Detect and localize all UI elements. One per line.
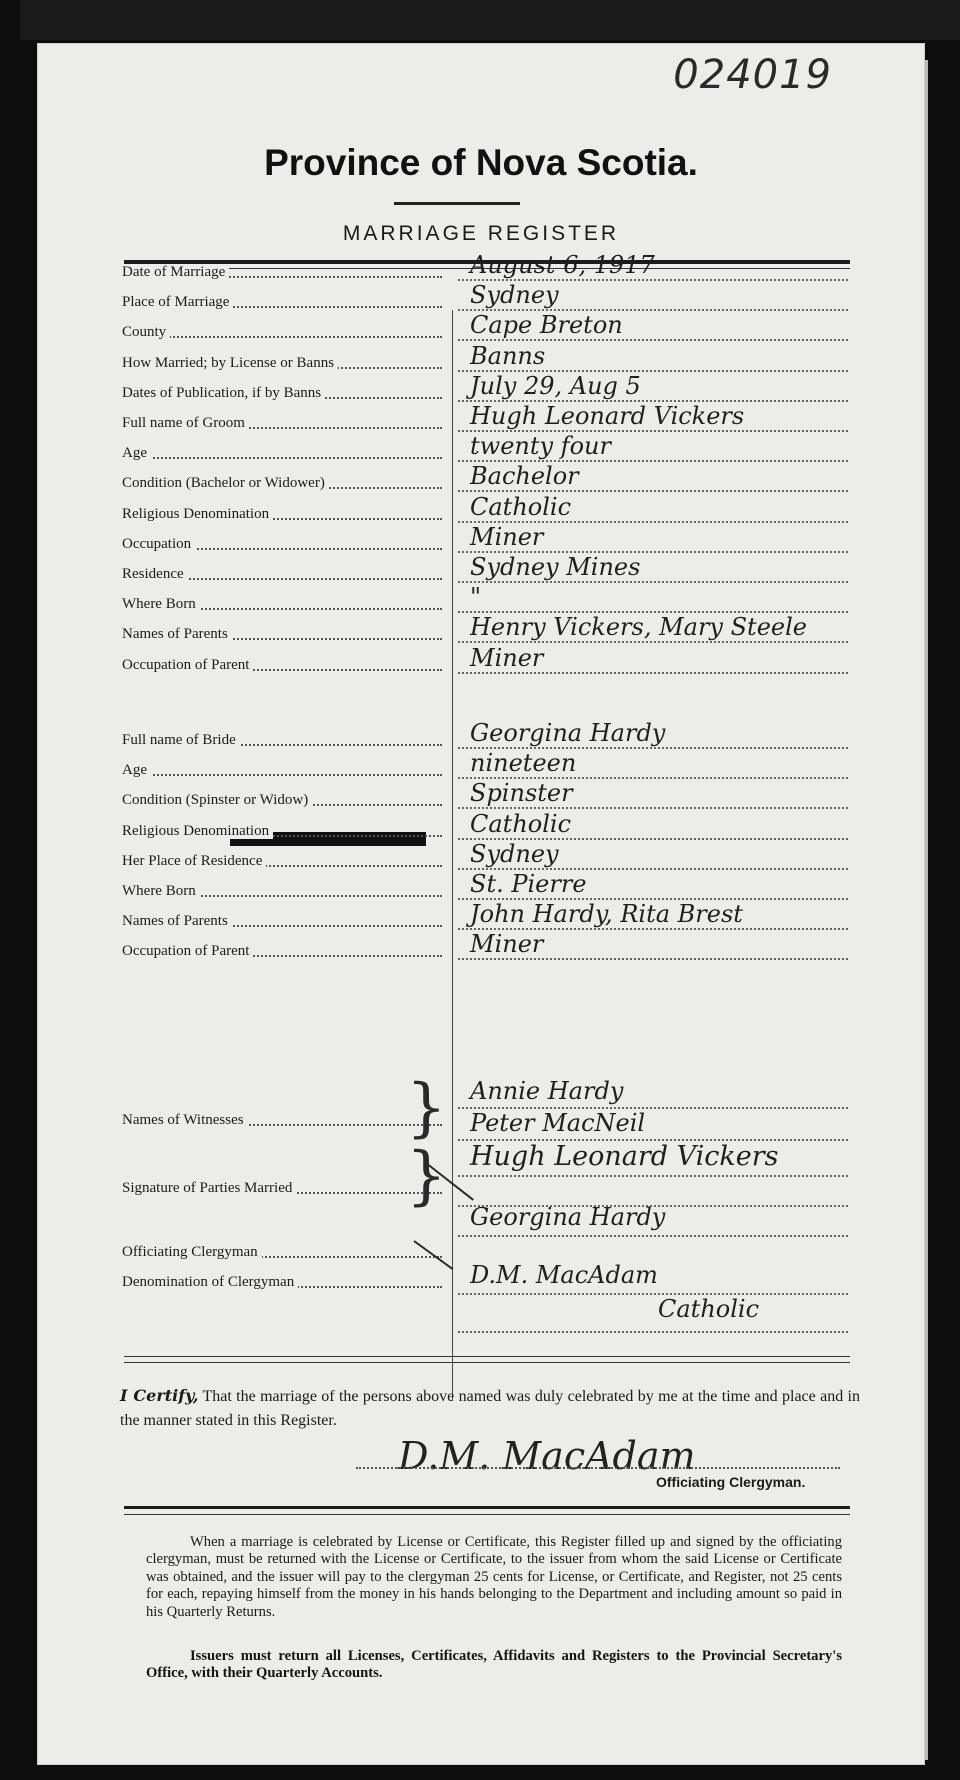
certify-rule-top <box>124 1356 850 1357</box>
clergy-signature-line <box>356 1466 840 1469</box>
register-sheet <box>38 44 924 1764</box>
groom-value-1: Sydney <box>470 281 559 310</box>
witness-1-value: Annie Hardy <box>470 1077 624 1105</box>
bride-label-0: Full name of Bride <box>122 728 442 752</box>
clergy-denomination: Catholic <box>658 1295 760 1323</box>
clergy-denomination-line <box>458 1330 848 1333</box>
witnesses-label: Names of Witnesses <box>122 1108 442 1132</box>
bride-value-1: nineteen <box>470 749 577 778</box>
certification-statement <box>120 1384 860 1433</box>
groom-value-10: Sydney Mines <box>470 553 641 581</box>
groom-value-line-13 <box>458 671 848 674</box>
groom-value-2: Cape Breton <box>470 311 623 340</box>
signatures-label: Signature of Parties Married <box>122 1176 442 1200</box>
bride-value-2: Spinster <box>470 779 573 808</box>
groom-label-4: Dates of Publication, if by Banns <box>122 381 442 405</box>
certify-rule-top-2 <box>124 1362 850 1363</box>
groom-label-9: Occupation <box>122 532 442 556</box>
groom-label-13: Occupation of Parent <box>122 653 442 677</box>
groom-label-10: Residence <box>122 562 442 586</box>
clergy-signature-caption: Officiating Clergyman. <box>656 1474 806 1490</box>
groom-label-6: Age <box>122 441 442 465</box>
return-instructions: When a marriage is celebrated by License or Certificate, this Register filled up and signed by the officiating clergyman, must be returned with the License or Certificate, to the issuer from whom the said License or Certificate was obtained, and the issuer will pay to the clergyman 25 cents for License, or Certificate, and Register, not 25 cents for each, repaying himself from the money in his hands belonging to the Department and including amount so paid in his Quarterly Returns. <box>146 1534 842 1620</box>
officiating-clergyman-label: Officiating Clergyman <box>122 1240 442 1264</box>
bride-label-5: Where Born <box>122 879 442 903</box>
bride-value-line-7 <box>458 957 848 960</box>
groom-label-3: How Married; by License or Banns <box>122 351 442 375</box>
bride-value-4: Sydney <box>470 839 559 868</box>
groom-label-12: Names of Parents <box>122 622 442 646</box>
groom-value-7: Bachelor <box>470 462 579 491</box>
certify-lead: I Certify, <box>120 1386 199 1405</box>
groom-label-2: County <box>122 320 442 344</box>
signatures-brace: } <box>406 1139 447 1213</box>
bride-value-6: John Hardy, Rita Brest <box>470 900 743 929</box>
groom-value-13: Miner <box>470 643 544 672</box>
groom-label-1: Place of Marriage <box>122 290 442 314</box>
notice-rule <box>124 1506 850 1509</box>
clergy-signature: D.M. MacAdam <box>398 1434 696 1478</box>
document-subtitle: MARRIAGE REGISTER <box>342 222 620 245</box>
bride-label-7: Occupation of Parent <box>122 939 442 963</box>
title-divider <box>394 202 520 205</box>
groom-label-11: Where Born <box>122 592 442 616</box>
bride-value-7: Miner <box>470 930 544 959</box>
groom-value-3: Banns <box>470 341 546 370</box>
clergyman-name: D.M. MacAdam <box>470 1261 658 1289</box>
scan-background-edge <box>20 0 960 40</box>
bride-signature: Georgina Hardy <box>470 1203 666 1231</box>
bride-label-3: Religious Denomination <box>122 819 442 843</box>
bride-label-6: Names of Parents <box>122 909 442 933</box>
document-title: Province of Nova Scotia. <box>264 142 698 183</box>
groom-value-5: Hugh Leonard Vickers <box>470 402 745 430</box>
issuer-instructions: Issuers must return all Licenses, Certificates, Affidavits and Registers to the Provincial Secretary's Office, with their Quarterly Accounts. <box>146 1648 842 1682</box>
groom-value-9: Miner <box>470 522 544 551</box>
groom-label-5: Full name of Groom <box>122 411 442 435</box>
groom-value-6: twenty four <box>470 432 611 461</box>
bride-value-5: St. Pierre <box>470 870 587 898</box>
groom-value-12: Henry Vickers, Mary Steele <box>470 613 807 642</box>
groom-value-11: " <box>470 583 482 612</box>
groom-value-4: July 29, Aug 5 <box>470 371 641 400</box>
certify-text: That the marriage of the persons above named was duly celebrated by me at the time and place and in the manner stated in this Register. <box>120 1388 860 1429</box>
groom-label-7: Condition (Bachelor or Widower) <box>122 471 442 495</box>
groom-signature-line <box>458 1174 848 1177</box>
column-divider <box>452 310 453 1400</box>
bride-label-1: Age <box>122 758 442 782</box>
bride-value-3: Catholic <box>470 809 572 838</box>
groom-label-8: Religious Denomination <box>122 502 442 526</box>
bride-signature-line <box>458 1234 848 1237</box>
bride-value-0: Georgina Hardy <box>470 719 666 747</box>
denomination-clergyman-label: Denomination of Clergyman <box>122 1270 442 1294</box>
groom-value-0: August 6, 1917 <box>470 251 655 279</box>
bride-label-4: Her Place of Residence <box>122 849 442 873</box>
witness-2-value: Peter MacNeil <box>470 1109 646 1137</box>
witnesses-brace: } <box>406 1071 447 1145</box>
bride-label-2: Condition (Spinster or Widow) <box>122 788 442 812</box>
notice-rule-thin <box>124 1514 850 1515</box>
groom-value-8: Catholic <box>470 492 572 521</box>
groom-signature: Hugh Leonard Vickers <box>470 1141 779 1172</box>
document-number: 024019 <box>673 52 832 98</box>
groom-label-0: Date of Marriage <box>122 260 442 284</box>
